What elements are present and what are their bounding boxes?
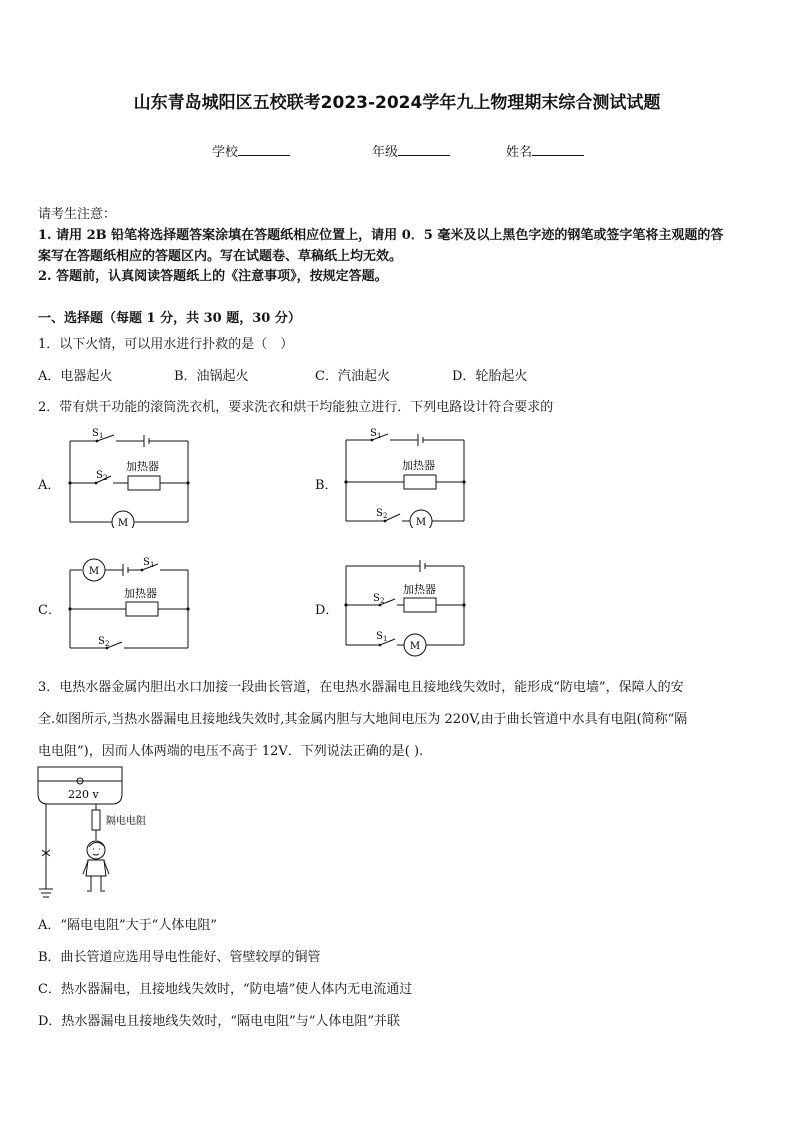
- notice-line-2: 2. 答题前，认真阅读答题纸上的《注意事项》，按规定答题。: [38, 269, 388, 284]
- circuit-b-heater-label: 加热器: [402, 459, 435, 472]
- circuit-a-s2-sub: 2: [103, 474, 108, 482]
- q3-stem-3: 电电阻”)，因而人体两端的电压不高于 12V．下列说法正确的是( ).: [38, 744, 424, 759]
- water-heater-figure: [36, 764, 166, 904]
- q3-option-b: B．曲长管道应选用导电性能好、管壁较厚的铜管: [38, 950, 321, 965]
- q1-option-b: B．油锅起火: [174, 369, 249, 384]
- circuit-a-heater-label: 加热器: [126, 460, 159, 473]
- circuit-c: [64, 554, 196, 654]
- q3-stem-1: 3．电热水器金属内胆出水口加接一段曲长管道，在电热水器漏电且接地线失效时，能形成“防电墙”，保障人的安: [38, 680, 684, 695]
- name-label: 姓名: [506, 145, 533, 160]
- circuit-a-motor: M: [117, 518, 129, 528]
- circuit-d: [340, 554, 474, 658]
- circuit-c-s1: S: [143, 557, 150, 568]
- school-blank: [238, 143, 290, 156]
- circuit-a-s1-sub: 1: [99, 432, 104, 440]
- grade-field: [372, 141, 450, 160]
- circuit-c-s2-sub: 2: [105, 640, 110, 648]
- section-heading: 一、选择题（每题 1 分，共 30 题，30 分）: [38, 311, 301, 326]
- circuit-b-s2: S: [376, 508, 383, 519]
- circuit-c-heater-label: 加热器: [124, 587, 157, 600]
- isolation-resistance-label: 隔电电阻: [106, 816, 146, 827]
- notice-heading: 请考生注意：: [38, 207, 117, 222]
- q3-stem-2: 全.如图所示,当热水器漏电且接地线失效时,其金属内胆与大地间电压为 220V,由于曲长管道中水具有电阻(简称“隔: [38, 712, 688, 727]
- q3-option-d: D．热水器漏电且接地线失效时，“隔电电阻”与“人体电阻”并联: [38, 1014, 401, 1029]
- circuit-d-s1-sub: 1: [383, 635, 388, 643]
- circuit-b-s1-sub: 1: [377, 432, 382, 440]
- school-field: [212, 141, 290, 160]
- circuit-d-heater-label: 加热器: [403, 583, 436, 596]
- q1-option-a: A．电器起火: [38, 369, 113, 384]
- water-heater-voltage: 220 v: [68, 788, 99, 801]
- circuit-d-s1: S: [376, 631, 383, 642]
- page-title: 山东青岛城阳区五校联考2023-2024学年九上物理期末综合测试试题: [133, 93, 661, 113]
- circuit-b: [340, 424, 474, 528]
- circuit-a-s1: S: [92, 428, 99, 439]
- name-field: [506, 141, 584, 160]
- q2-label-a: A．: [38, 478, 61, 493]
- q3-option-c: C．热水器漏电，且接地线失效时，“防电墙”使人体内无电流通过: [38, 982, 413, 997]
- q2-stem: 2．带有烘干功能的滚筒洗衣机，要求洗衣和烘干均能独立进行．下列电路设计符合要求的: [38, 400, 554, 415]
- circuit-b-s1: S: [370, 428, 377, 439]
- q2-label-d: D．: [315, 603, 339, 618]
- q2-label-c: C．: [38, 603, 61, 618]
- circuit-c-s2: S: [98, 636, 105, 647]
- circuit-d-s2: S: [373, 593, 380, 604]
- circuit-b-motor: M: [415, 517, 427, 528]
- circuit-b-s2-sub: 2: [383, 512, 388, 520]
- circuit-d-s2-sub: 2: [380, 597, 385, 605]
- notice-line-1b: 案写在答题纸相应的答题区内。写在试题卷、草稿纸上均无效。: [38, 249, 403, 264]
- q2-label-b: B．: [315, 478, 338, 493]
- grade-blank: [398, 143, 450, 156]
- circuit-c-s1-sub: 1: [150, 561, 155, 569]
- notice-line-1a: 1. 请用 2B 铅笔将选择题答案涂填在答题纸相应位置上，请用 0．5 毫米及以上黑色字迹的钢笔或签字笔将主观题的答: [38, 228, 724, 243]
- school-label: 学校: [212, 145, 239, 160]
- circuit-a-s2: S: [96, 470, 103, 481]
- q3-option-a: A．“隔电电阻”大于“人体电阻”: [38, 918, 217, 933]
- circuit-c-motor: M: [88, 566, 100, 577]
- circuit-a: [64, 424, 196, 528]
- circuit-d-motor: M: [409, 641, 421, 652]
- q1-option-d: D．轮胎起火: [452, 369, 528, 384]
- grade-label: 年级: [372, 145, 399, 160]
- q1-stem: 1．以下火情，可以用水进行扑救的是（ ）: [38, 337, 294, 352]
- name-blank: [532, 143, 584, 156]
- q1-option-c: C．汽油起火: [315, 369, 390, 384]
